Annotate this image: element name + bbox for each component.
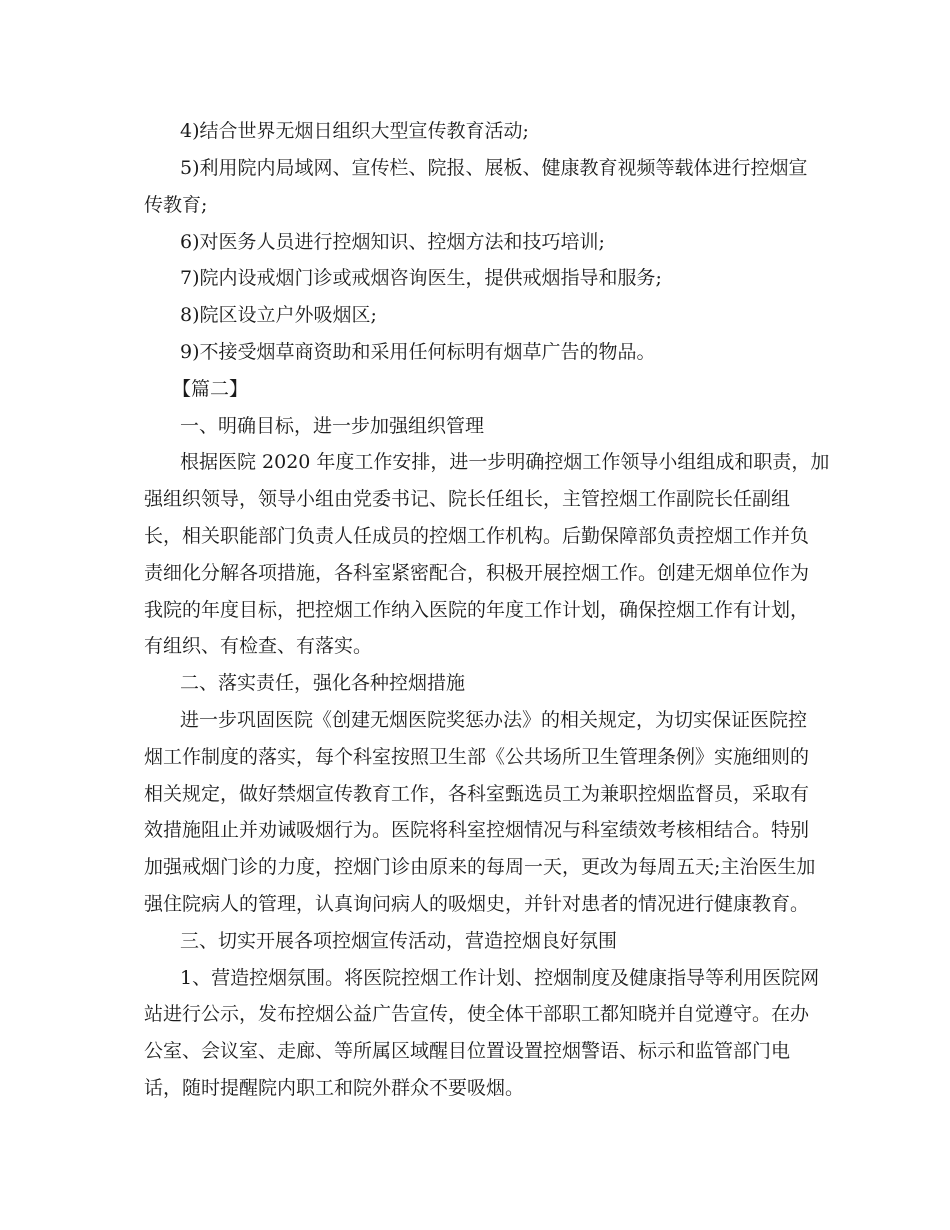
paragraph-1-line: 责细化分解各项措施，各科室紧密配合，积极开展控烟工作。创建无烟单位作为 xyxy=(144,562,810,584)
paragraph-1-line: 有组织、有检查、有落实。 xyxy=(144,635,373,657)
paragraph-3-line: 1、营造控烟氛围。将医院控烟工作计划、控烟制度及健康指导等利用医院网 xyxy=(180,967,820,989)
list-item-5: 5)利用院内局域网、宣传栏、院报、展板、健康教育视频等载体进行控烟宣 xyxy=(180,157,808,179)
paragraph-1-line: 我院的年度目标，把控烟工作纳入医院的年度工作计划，确保控烟工作有计划， xyxy=(144,599,810,621)
list-item-9: 9)不接受烟草商资助和采用任何标明有烟草广告的物品。 xyxy=(180,341,656,363)
paragraph-2-line: 加强戒烟门诊的力度，控烟门诊由原来的每周一天，更改为每周五天;主治医生加 xyxy=(144,856,816,878)
list-item-7: 7)院内设戒烟门诊或戒烟咨询医生，提供戒烟指导和服务; xyxy=(180,267,662,289)
paragraph-1-line: 长，相关职能部门负责人任成员的控烟工作机构。后勤保障部负责控烟工作并负 xyxy=(144,525,810,547)
paragraph-1-line: 根据医院 2020 年度工作安排，进一步明确控烟工作领导小组组成和职责，加 xyxy=(180,451,830,473)
paragraph-2-line: 效措施阻止并劝诫吸烟行为。医院将科室控烟情况与科室绩效考核相结合。特别 xyxy=(144,819,810,841)
paragraph-3-line: 站进行公示，发布控烟公益广告宣传，使全体干部职工都知晓并自觉遵守。在办 xyxy=(144,1003,810,1025)
paragraph-2-line: 进一步巩固医院《创建无烟医院奖惩办法》的相关规定，为切实保证医院控 xyxy=(180,709,808,731)
list-item-8: 8)院区设立户外吸烟区; xyxy=(180,304,377,326)
paragraph-2-line: 烟工作制度的落实，每个科室按照卫生部《公共场所卫生管理条例》实施细则的 xyxy=(144,746,810,768)
list-item-6: 6)对医务人员进行控烟知识、控烟方法和技巧培训; xyxy=(180,231,605,253)
paragraph-3-line: 话，随时提醒院内职工和院外群众不要吸烟。 xyxy=(144,1077,525,1099)
heading-1: 一、明确目标，进一步加强组织管理 xyxy=(180,415,485,437)
paragraph-3-line: 公室、会议室、走廊、等所属区域醒目位置设置控烟警语、标示和监管部门电 xyxy=(144,1040,791,1062)
heading-3: 三、切实开展各项控烟宣传活动，营造控烟良好氛围 xyxy=(180,930,618,952)
paragraph-2-line: 相关规定，做好禁烟宣传教育工作，各科室甄选员工为兼职控烟监督员，采取有 xyxy=(144,783,810,805)
list-item-5-cont: 传教育; xyxy=(144,194,208,216)
heading-2: 二、落实责任，强化各种控烟措施 xyxy=(180,672,466,694)
paragraph-1-line: 强组织领导，领导小组由党委书记、院长任组长，主管控烟工作副院长任副组 xyxy=(144,488,791,510)
list-item-4: 4)结合世界无烟日组织大型宣传教育活动; xyxy=(180,120,529,142)
paragraph-2-line: 强住院病人的管理，认真询问病人的吸烟史，并针对患者的情况进行健康教育。 xyxy=(144,893,810,915)
section-title: 【篇二】 xyxy=(172,378,249,400)
